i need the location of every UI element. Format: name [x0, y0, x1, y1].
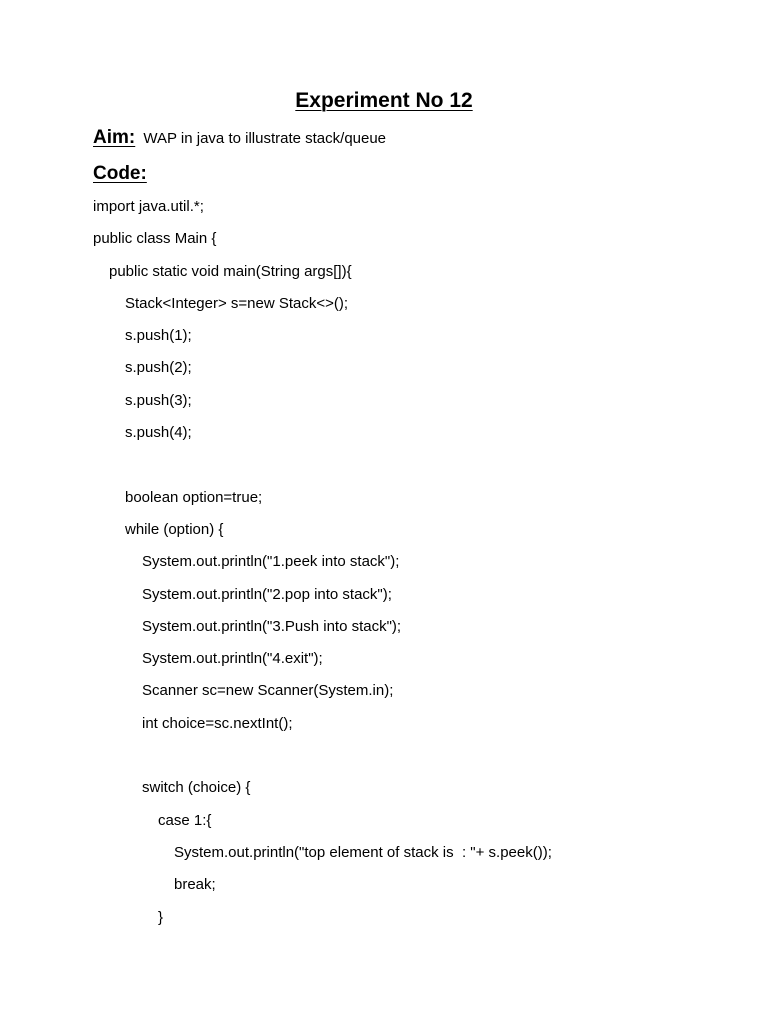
code-line: int choice=sc.nextInt();: [142, 714, 293, 732]
code-heading: Code:: [93, 163, 147, 184]
code-line: }: [158, 908, 164, 926]
code-line: [93, 454, 753, 486]
code-line: while (option) {: [125, 520, 224, 538]
code-line: s.push(2);: [125, 359, 192, 377]
code-line: System.out.println("2.pop into stack");: [142, 585, 392, 603]
code-line: Stack<Integer> s=new Stack<>();: [125, 294, 349, 312]
code-line: s.push(1);: [125, 327, 192, 345]
code-line: import java.util.*;: [93, 198, 204, 215]
code-line: boolean option=true;: [125, 488, 263, 506]
code-line: System.out.println("3.Push into stack");: [142, 617, 402, 635]
code-line: switch (choice) {: [142, 779, 251, 797]
code-line: public static void main(String args[]){: [109, 262, 352, 280]
aim-label: Aim:: [93, 127, 136, 148]
code-line: [93, 745, 753, 777]
aim-text: WAP in java to illustrate stack/queue: [143, 130, 387, 147]
page-title: [0, 88, 768, 114]
code-line: public class Main {: [93, 230, 217, 248]
page-title-text: Experiment No 12: [295, 89, 473, 112]
code-line: Scanner sc=new Scanner(System.in);: [142, 682, 394, 700]
code-line: break;: [174, 876, 216, 894]
code-line: System.out.println("top element of stack is : "+ s.peek());: [174, 843, 552, 861]
aim-section: [93, 126, 386, 151]
code-block: [93, 196, 753, 939]
code-line: s.push(4);: [125, 424, 192, 442]
code-line: System.out.println("1.peek into stack");: [142, 553, 400, 571]
code-line: case 1:{: [158, 811, 212, 829]
code-line: s.push(3);: [125, 391, 192, 409]
code-line: System.out.println("4.exit");: [142, 650, 323, 668]
